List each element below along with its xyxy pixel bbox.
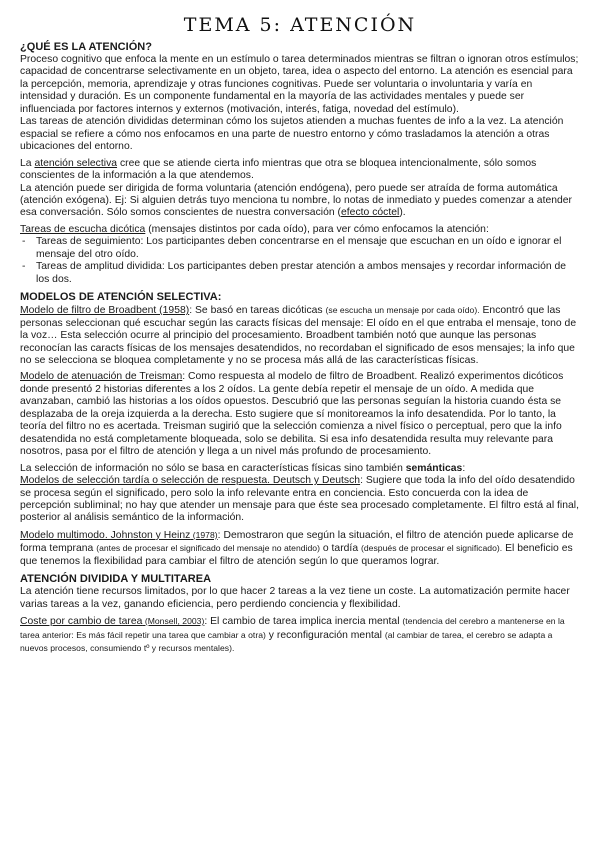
text: El beneficio es que tenemos la flexibilidad para cambiar el filtro de atención según lo que queramos lograr. (20, 543, 573, 567)
text: y reconfiguración mental (265, 629, 385, 641)
paragraph (20, 183, 580, 220)
paragraph-deutsch (20, 475, 580, 525)
note: (Monsell, 2003) (142, 616, 205, 627)
paragraph: La atención tiene recursos limitados, por lo que hacer 2 tareas a la vez tiene un coste. La automatización permite hacer varias tareas a la vez, ganando eficiencia, pero perdiendo conciencia y flexibilidad. (20, 586, 570, 610)
model-name: Modelo de filtro de Broadbent (1958) (20, 305, 190, 317)
text: Coste por cambio de tarea (20, 616, 143, 628)
text: o tardía (319, 543, 361, 555)
model-name: Modelos de selección tardía o selección de respuesta. Deutsch y Deutsch (20, 475, 361, 487)
dichotic-task-list (20, 236, 580, 286)
term-atencion-selectiva: atención selectiva (34, 157, 118, 169)
model-name (20, 530, 218, 541)
note: (1978) (190, 529, 218, 540)
text: : El cambio de tarea implica inercia mental (204, 616, 403, 628)
model-name: Modelo de atenuación de Treisman (20, 371, 183, 383)
section-what-is-attention (20, 41, 580, 286)
paragraph-johnston (20, 529, 580, 568)
term-efecto-coctel: efecto cóctel (341, 207, 400, 219)
section-divided-attention (20, 573, 580, 655)
note: (se escucha un mensaje por cada oído). (325, 305, 480, 316)
text: Encontró que las personas seleccionan qué escuchar según las caracts físicas del mensaje: El oído en el que entraba el mensaje, tono de la voz… Esta selección ocurre al principio del procesamiento. Broadbent también notó que aunque las personas reconocían las caracts físicas de los mensajes desatendidos, no recordaban el significado de esos mensajes; la info que no se selecciona se bloquea completamente y no se procesa más allá de las características físicas. (20, 305, 577, 366)
paragraph (20, 463, 580, 475)
text: : (462, 462, 466, 474)
text: : Se basó en tareas dicóticas (189, 305, 326, 317)
text: ). (399, 207, 406, 219)
paragraph-broadbent (20, 304, 580, 367)
emphasis: semánticas (405, 462, 463, 474)
note: (después de procesar el significado). (361, 543, 503, 554)
section-heading: ATENCIÓN DIVIDIDA Y MULTITAREA (20, 573, 212, 586)
paragraph-task-switch (20, 615, 580, 655)
section-heading: MODELOS DE ATENCIÓN SELECTIVA: (20, 291, 222, 304)
term-escucha-dicotica: Tareas de escucha dicótica (20, 223, 146, 235)
text: La selección de información no sólo se basa en características físicas sino también (20, 462, 406, 474)
paragraph (20, 158, 580, 183)
paragraph: Las tareas de atención divididas determinan cómo los sujetos atienden a muchas fuentes de info a la vez. La atención espacial se refiere a cómo nos enfocamos en una parte de nuestro entorno y cómo trasladamos la atención a otras ubicaciones del entorno. (20, 116, 564, 153)
section-selective-models (20, 291, 580, 568)
note: (al cambiar de tarea, el cerebro se adapta a nuevos procesos, consumiendo tº y recursos mentales). (20, 629, 553, 654)
section-heading: ¿QUÉ ES LA ATENCIÓN? (20, 41, 152, 53)
note: (tendencia del cerebro a mantenerse en la tarea anterior: Es más fácil repetir una tarea que cambiar a otra) (20, 616, 565, 640)
list-item: - Tareas de amplitud dividida: Los participantes deben prestar atención a ambos mensajes y recordar información de los dos. (20, 261, 580, 286)
text: : Como respuesta al modelo de filtro de Broadbent. Realizó experimentos dicóticos donde presentó 2 historias diferentes a los 2 oídos. La gente debía repetir el mensaje de un oído. A medida que avanzaban, cambió las historias a los oídos opuestos. Descubrió que las personas seguían la historia cuando ésta se desplazaba de la oreja izquierda a la derecha. Esto sugiere que sí monitoreamos la info desatendida. Por lo tanto, la teoría del filtro no es acertada. Treisman sugirió que la selección comienza a nivel físico o perceptual, pero que la info desatendida no está completamente bloqueada, solo se debilita. Si esa info desatendida resulta muy relevante para nosotros, pasa por el filtro de atención y llega a un nivel más profundo de procesamiento. (20, 371, 564, 458)
paragraph: Proceso cognitivo que enfoca la mente en un estímulo o tarea determinados mientras se filtran o ignoran otros estímulos; capacidad de concentrarse selectivamente en un objeto, tarea, idea o aspecto del entorno. La atención es esencial para la percepción, memoria, aprendizaje y otras funciones cognitivas. Puede ser voluntaria o involuntaria y varía en intensidad y duración. Es un componente fundamental en la mayoría de las actividades mentales y puede ser influenciada por factores internos y externos (motivación, interés, fatiga, novedad del estímulo). (20, 54, 579, 115)
text: Modelo multimodo. Johnston y Heinz (20, 529, 191, 541)
text: (mensajes distintos por cada oído), para ver cómo enfocamos la atención: (145, 223, 489, 235)
text: : Sugiere que toda la info del oído desatendido se procesa según el significado, pero solo la info relevante entra en conciencia. Esto concuerda con la idea de percepción subliminal; no hay que atender un mensaje para que éste sea procesado completamente. El filtro está al final, posterior al análisis semántico de la información. (20, 475, 579, 524)
page-title: TEMA 5: ATENCIÓN (183, 14, 417, 36)
text: La (20, 157, 35, 169)
text: cree que se atiende cierta info mientras que otra se bloquea intencionalmente, sólo somos conscientes de la información a la que atendemos. (20, 157, 537, 182)
text: : Demostraron que según la situación, el filtro de atención puede aplicarse de forma temprana (20, 529, 574, 555)
paragraph (20, 224, 580, 236)
note: (antes de procesar el significado del mensaje no atendido) (96, 543, 320, 554)
text: La atención puede ser dirigida de forma voluntaria (atención endógena), pero puede ser atraída de forma automática (atención exógena). Ej: Si alguien detrás tuyo menciona tu nombre, lo notas de inmediato y puedes comenzar a atender esa conversación. Sólo somos conscientes de nuestra conversación ( (20, 182, 573, 219)
model-name (20, 616, 204, 627)
paragraph-treisman (20, 371, 580, 458)
list-item: - Tareas de seguimiento: Los participantes deben concentrarse en el mensaje que escuchan en un oído e ignorar el mensaje del otro oído. (20, 236, 580, 261)
